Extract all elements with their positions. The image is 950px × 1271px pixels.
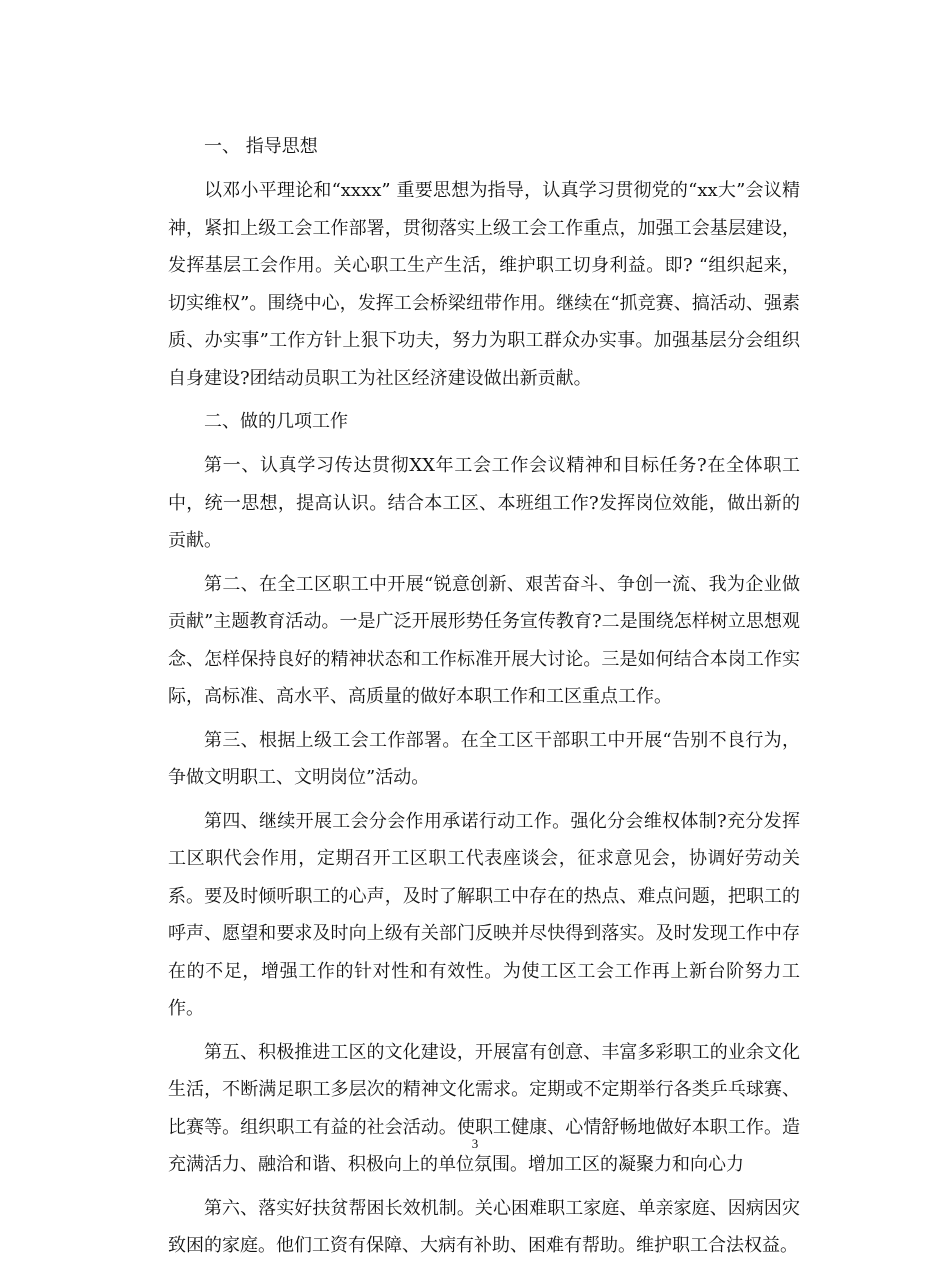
paragraph-work-item-5: 第五、积极推进工区的文化建设，开展富有创意、丰富多彩职工的业余文化生活，不断满足职工多层次的精神文化需求。定期或不定期举行各类乒乓球赛、比赛等。组织职工有益的社会活动。使职工健康、心情舒畅地做好本职工作。造充满活力、融洽和谐、积极向上的单位氛围。增加工区的凝聚力和向心力 [168,1041,800,1175]
page-number: 3 [471,1136,479,1151]
paragraph-work-item-1: 第一、认真学习传达贯彻XX年工会工作会议精神和目标任务?在全体职工中，统一思想，提高认识。结合本工区、本班组工作?发挥岗位效能，做出新的贡献。 [168,455,800,551]
section-heading-work-items: 二、做的几项工作 [204,411,348,432]
paragraph-work-item-6: 第六、落实好扶贫帮困长效机制。关心困难职工家庭、单亲家庭、因病因灾致困的家庭。他们工资有保障、大病有补助、困难有帮助。维护职工合法权益。 [168,1197,800,1256]
document-body [168,128,800,1271]
paragraph-work-item-4: 第四、继续开展工会分会作用承诺行动工作。强化分会维权体制?充分发挥工区职代会作用，定期召开工区职工代表座谈会，征求意见会，协调好劳动关系。要及时倾听职工的心声，及时了解职工中存在的热点、难点问题，把职工的呼声、愿望和要求及时向上级有关部门反映并尽快得到落实。及时发现工作中存在的不足，增强工作的针对性和有效性。为使工区工会工作再上新台阶努力工作。 [168,810,800,1019]
paragraph-work-item-3: 第三、根据上级工会工作部署。在全工区干部职工中开展“告别不良行为，争做文明职工、文明岗位”活动。 [168,729,800,788]
paragraph-work-item-2: 第二、在全工区职工中开展“锐意创新、艰苦奋斗、争创一流、我为企业做贡献”主题教育活动。一是广泛开展形势任务宣传教育?二是围绕怎样树立思想观念、怎样保持良好的精神状态和工作标准开展大讨论。三是如何结合本岗工作实际，高标准、高水平、高质量的做好本职工作和工区重点工作。 [168,573,800,707]
section-heading-guiding-ideology: 一、 指导思想 [204,136,318,157]
paragraph-guiding-ideology: 以邓小平理论和“xxxx” 重要思想为指导，认真学习贯彻党的“xx大”会议精神，紧扣上级工会工作部署，贯彻落实上级工会工作重点，加强工会基层建设，发挥基层工会作用。关心职工生产生活，维护职工切身利益。即? “组织起来，切实维权”。围绕中心，发挥工会桥梁纽带作用。继续在“抓竞赛、搞活动、强素质、办实事”工作方针上狠下功夫，努力为职工群众办实事。加强基层分会组织自身建设?团结动员职工为社区经济建设做出新贡献。 [168,180,800,389]
